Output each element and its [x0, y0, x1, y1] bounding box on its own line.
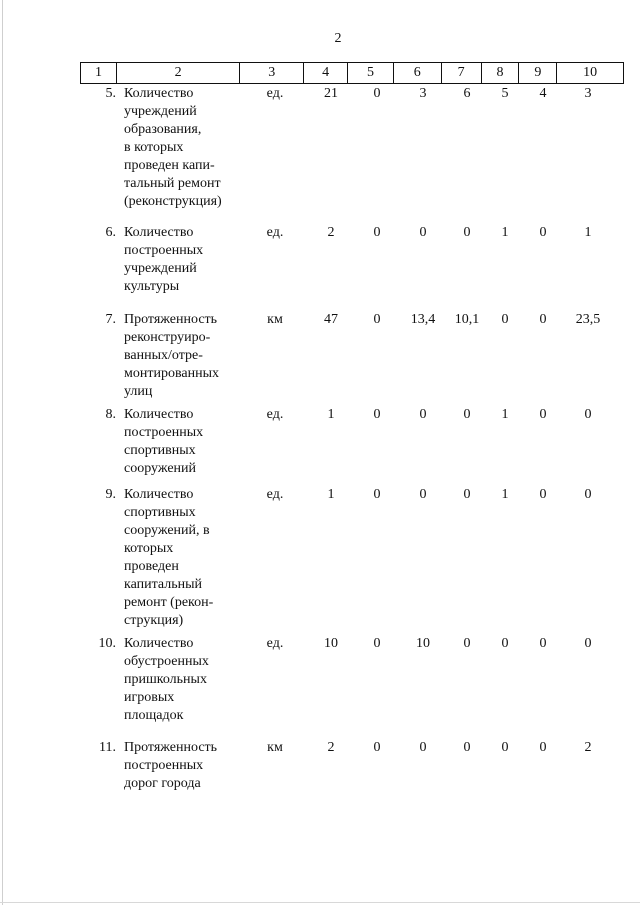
row-indicator-name: Количество обустроенных пришкольных игровых площадок: [124, 636, 209, 723]
row-value-4: 47: [324, 312, 338, 327]
row-unit: ед.: [266, 225, 284, 240]
row-value-9: 4: [539, 86, 547, 101]
row-value-7: 0: [463, 740, 471, 755]
row-value-5: 0: [373, 487, 381, 502]
row-value-5: 0: [373, 86, 381, 101]
row-value-5: 0: [373, 636, 381, 651]
row-unit: ед.: [266, 487, 284, 502]
row-value-10: 0: [584, 636, 592, 651]
row-value-7: 0: [463, 636, 471, 651]
row-indicator-name: Протяженность реконструиро- ванных/отре- монтированных улиц: [124, 312, 219, 399]
table-column-header: [80, 62, 624, 84]
row-value-10: 23,5: [575, 312, 601, 327]
row-value-9: 0: [539, 312, 547, 327]
row-value-8: 1: [501, 407, 509, 422]
row-value-4: 10: [324, 636, 338, 651]
row-value-5: 0: [373, 740, 381, 755]
row-value-4: 2: [327, 740, 335, 755]
row-value-10: 3: [584, 86, 592, 101]
row-number: 6.: [105, 225, 116, 240]
row-value-4: 1: [327, 407, 335, 422]
row-value-10: 2: [584, 740, 592, 755]
row-unit: ед.: [266, 86, 284, 101]
column-header-9: 9: [519, 63, 557, 83]
column-header-2: 2: [117, 63, 241, 83]
row-number: 11.: [99, 740, 116, 755]
row-value-8: 5: [501, 86, 509, 101]
column-header-8: 8: [482, 63, 520, 83]
row-value-8: 0: [501, 312, 509, 327]
column-header-10: 10: [583, 65, 598, 80]
row-value-6: 10: [416, 636, 430, 651]
row-indicator-name: Количество построенных учреждений культуры: [124, 225, 204, 294]
row-indicator-name: Количество построенных спортивных сооружений: [124, 407, 204, 476]
row-value-7: 0: [463, 225, 471, 240]
row-indicator-name: Количество спортивных сооружений, в которых проведен капитальный ремонт (рекон- струкция): [124, 487, 214, 628]
row-value-6: 3: [419, 86, 427, 101]
column-header-3: 3: [240, 63, 304, 83]
column-header-4: 4: [304, 63, 348, 83]
row-value-9: 0: [539, 225, 547, 240]
row-value-6: 0: [419, 407, 427, 422]
row-value-7: 0: [463, 407, 471, 422]
row-value-5: 0: [373, 312, 381, 327]
row-value-8: 0: [501, 740, 509, 755]
row-number: 7.: [105, 312, 116, 327]
row-value-10: 1: [584, 225, 592, 240]
row-value-9: 0: [539, 740, 547, 755]
row-value-9: 0: [539, 407, 547, 422]
column-header-1: 1: [81, 63, 117, 83]
row-value-6: 13,4: [410, 312, 436, 327]
row-indicator-name: Протяженность построенных дорог города: [124, 740, 218, 791]
row-value-10: 0: [584, 407, 592, 422]
row-value-5: 0: [373, 407, 381, 422]
row-unit: км: [267, 312, 283, 327]
row-number: 8.: [105, 407, 116, 422]
row-value-8: 0: [501, 636, 509, 651]
scan-edge-line: [2, 0, 3, 905]
column-header-6: 6: [394, 63, 442, 83]
column-header-5: 5: [348, 63, 394, 83]
row-unit: ед.: [266, 407, 284, 422]
row-value-8: 1: [501, 487, 509, 502]
row-value-9: 0: [539, 636, 547, 651]
row-value-7: 6: [463, 86, 471, 101]
row-unit: ед.: [266, 636, 284, 651]
row-value-4: 1: [327, 487, 335, 502]
row-value-4: 21: [324, 86, 338, 101]
row-indicator-name: Количество учреждений образования, в которых проведен капи- тальный ремонт (реконструкция): [124, 86, 222, 209]
row-value-6: 0: [419, 487, 427, 502]
row-value-5: 0: [373, 225, 381, 240]
row-value-7: 10,1: [454, 312, 480, 327]
row-unit: км: [267, 740, 283, 755]
row-value-9: 0: [539, 487, 547, 502]
scan-bottom-line: [0, 902, 640, 903]
row-number: 10.: [98, 636, 116, 651]
column-header-7: 7: [442, 63, 482, 83]
row-value-8: 1: [501, 225, 509, 240]
row-value-4: 2: [327, 225, 335, 240]
row-number: 9.: [105, 487, 116, 502]
row-value-7: 0: [463, 487, 471, 502]
row-value-6: 0: [419, 740, 427, 755]
page-number: 2: [334, 31, 342, 46]
row-value-10: 0: [584, 487, 592, 502]
row-number: 5.: [105, 86, 116, 101]
row-value-6: 0: [419, 225, 427, 240]
